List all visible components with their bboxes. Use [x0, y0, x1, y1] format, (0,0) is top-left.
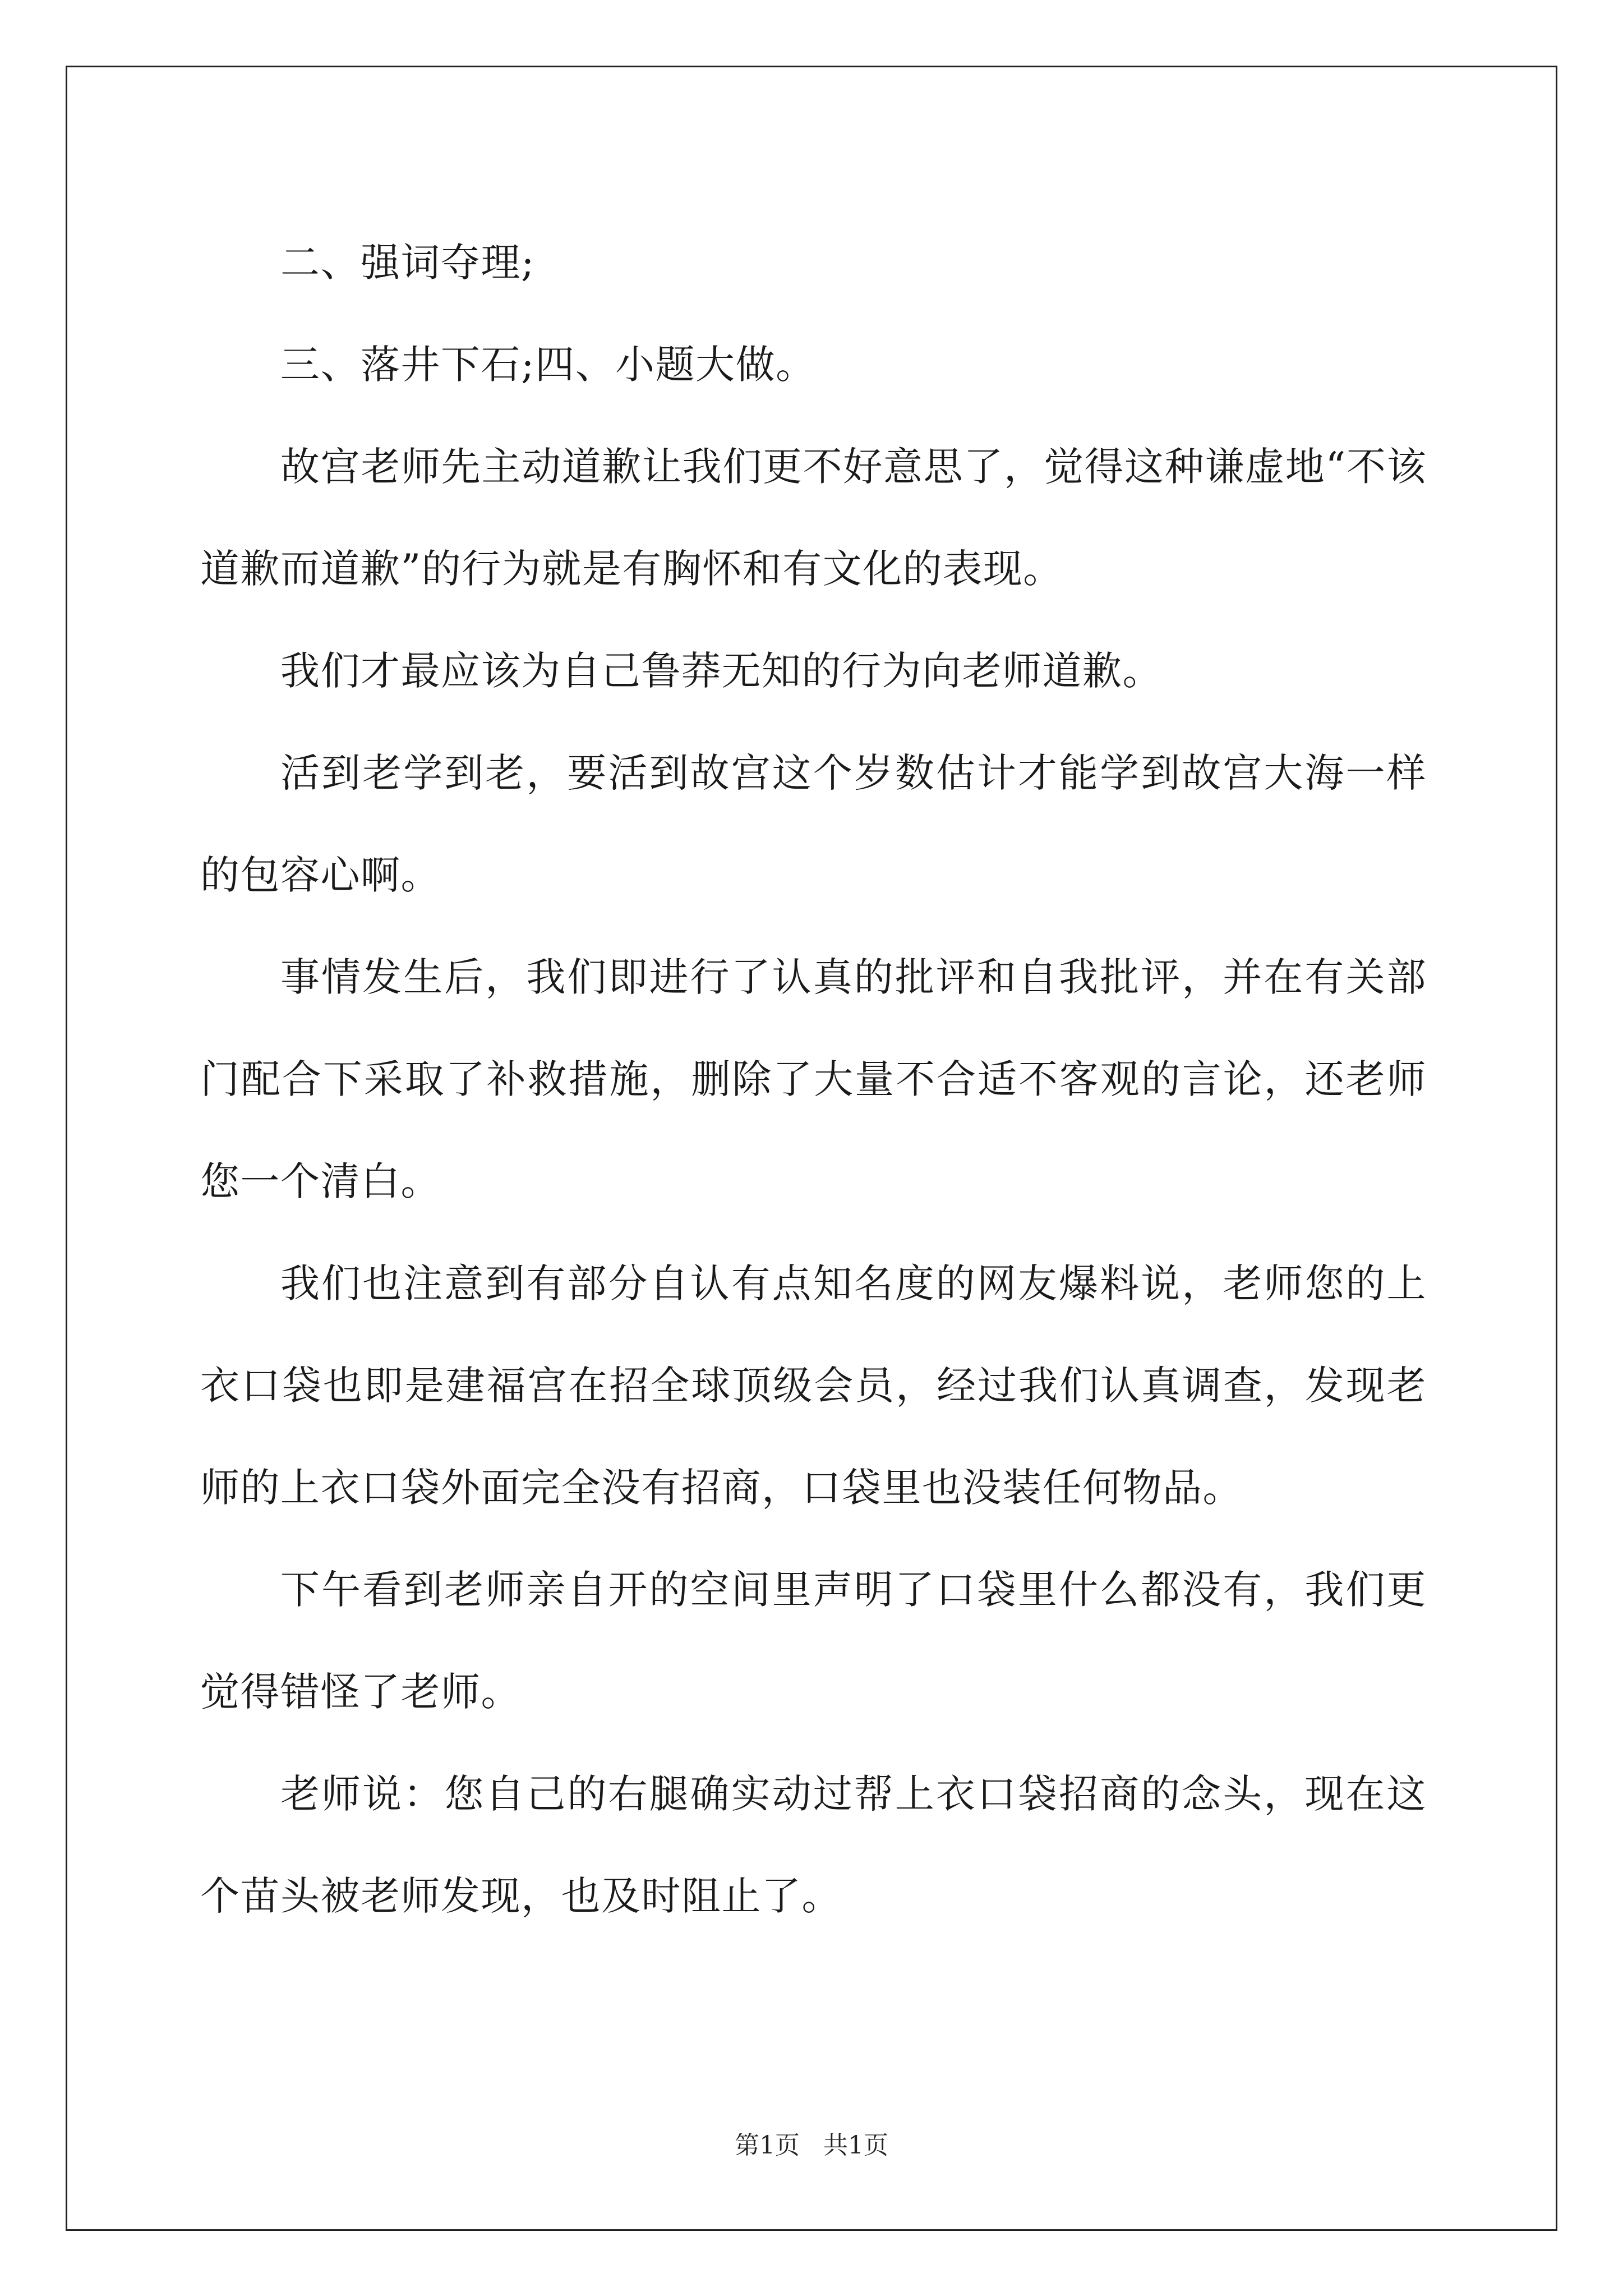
paragraph-1: 二、强词夺理;	[280, 240, 536, 286]
total-pages: 共1页	[823, 2131, 888, 2160]
page-number: 第1页	[735, 2131, 800, 2160]
paragraph-7: 我们也注意到有部分自认有点知名度的网友爆料说，老师您的上衣口袋也即是建福宫在招全球顶级会员，经过我们认真调查，发现老师的上衣口袋外面完全没有招商，口袋里也没装任何物品。	[200, 1260, 1427, 1511]
paragraph-8: 下午看到老师亲自开的空间里声明了口袋里什么都没有，我们更觉得错怪了老师。	[200, 1567, 1427, 1715]
footer-spacer	[800, 2131, 823, 2160]
paragraph-4: 我们才最应该为自己鲁莽无知的行为向老师道歉。	[280, 648, 1163, 694]
paragraph-2: 三、落井下石;四、小题大做。	[280, 342, 816, 388]
paragraph-3: 故宫老师先主动道歉让我们更不好意思了，觉得这种谦虚地“不该道歉而道歉”的行为就是有胸怀和有文化的表现。	[200, 444, 1427, 592]
document-body	[200, 211, 1427, 1947]
page-footer	[0, 2129, 1623, 2162]
paragraph-6: 事情发生后，我们即进行了认真的批评和自我批评，并在有关部门配合下采取了补救措施，删除了大量不合适不客观的言论，还老师您一个清白。	[200, 954, 1427, 1204]
paragraph-5: 活到老学到老，要活到故宫这个岁数估计才能学到故宫大海一样的包容心啊。	[200, 750, 1427, 898]
paragraph-9: 老师说：您自己的右腿确实动过帮上衣口袋招商的念头，现在这个苗头被老师发现，也及时阻止了。	[200, 1771, 1427, 1919]
